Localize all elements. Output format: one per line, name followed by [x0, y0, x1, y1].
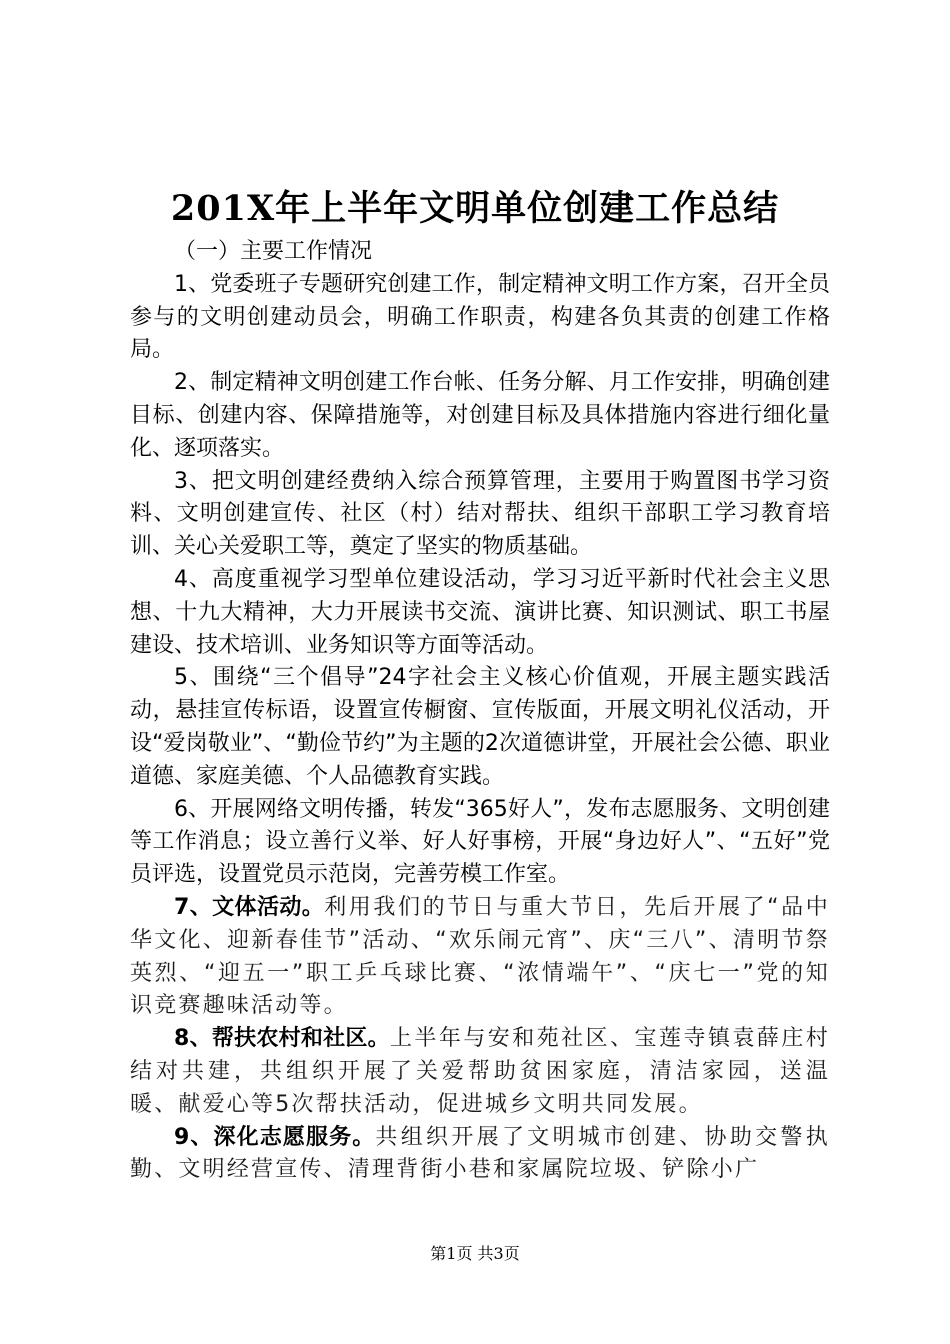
- paragraph-5: 5、围绕“三个倡导”24字社会主义核心价值观，开展主题实践活动，悬挂宣传标语，设置宣传橱窗、宣传版面，开展文明礼仪活动，开设“爱岗敬业”、“勤俭节约”为主题的2次道德讲堂，开展社会公德、职业道德、家庭美德、个人品德教育实践。: [130, 665, 830, 789]
- paragraph-8-text: 上半年与安和苑社区、宝莲寺镇袁薛庄村结对共建，共组织开展了关爱帮助贫困家庭，清洁家园，送温暖、献爱心等5次帮扶活动，促进城乡文明共同发展。: [130, 1026, 830, 1117]
- paragraph-1: 1、党委班子专题研究创建工作，制定精神文明工作方案，召开全员参与的文明创建动员会，明确工作职责，构建各负其责的创建工作格局。: [130, 271, 830, 363]
- document-body: [130, 236, 830, 1187]
- paragraph-7-lead: 7、文体活动。: [174, 894, 325, 920]
- page-footer: 第1页 共3页: [430, 1244, 520, 1263]
- document-title: 201X年上半年文明单位创建工作总结: [170, 188, 780, 229]
- paragraph-9: [130, 1122, 830, 1188]
- paragraph-9-lead: 9、深化志愿服务。: [174, 1124, 376, 1150]
- paragraph-9-text: 共组织开展了文明城市创建、协助交警执勤、文明经营宣传、清理背街小巷和家属院垃圾、铲除小广: [130, 1124, 830, 1183]
- paragraph-8-lead: 8、帮扶农村和社区。: [174, 1026, 390, 1052]
- section-heading: （一）主要工作情况: [174, 239, 373, 264]
- paragraph-3: 3、把文明创建经费纳入综合预算管理，主要用于购置图书学习资料、文明创建宣传、社区（村）结对帮扶、组织干部职工学习教育培训、关心关爱职工等，奠定了坚实的物质基础。: [130, 468, 830, 560]
- paragraph-2: 2、制定精神文明创建工作台帐、任务分解、月工作安排，明确创建目标、创建内容、保障措施等，对创建目标及具体措施内容进行细化量化、逐项落实。: [130, 370, 830, 461]
- paragraph-7: [130, 892, 830, 1023]
- paragraph-8: [130, 1023, 830, 1121]
- paragraph-4: 4、高度重视学习型单位建设活动，学习习近平新时代社会主义思想、十九大精神，大力开展读书交流、演讲比赛、知识测试、职工书屋建设、技术培训、业务知识等方面等活动。: [130, 566, 830, 658]
- paragraph-7-text: 利用我们的节日与重大节日，先后开展了“品中华文化、迎新春佳节”活动、“欢乐闹元宵”、庆“三八”、清明节祭英烈、“迎五一”职工乒乓球比赛、“浓情端午”、“庆七一”党的知识竞赛趣味活动等。: [130, 894, 830, 1019]
- paragraph-6: 6、开展网络文明传播，转发“365好人”，发布志愿服务、文明创建等工作消息；设立善行义举、好人好事榜，开展“身边好人”、“五好”党员评选，设置党员示范岗，完善劳模工作室。: [130, 796, 830, 888]
